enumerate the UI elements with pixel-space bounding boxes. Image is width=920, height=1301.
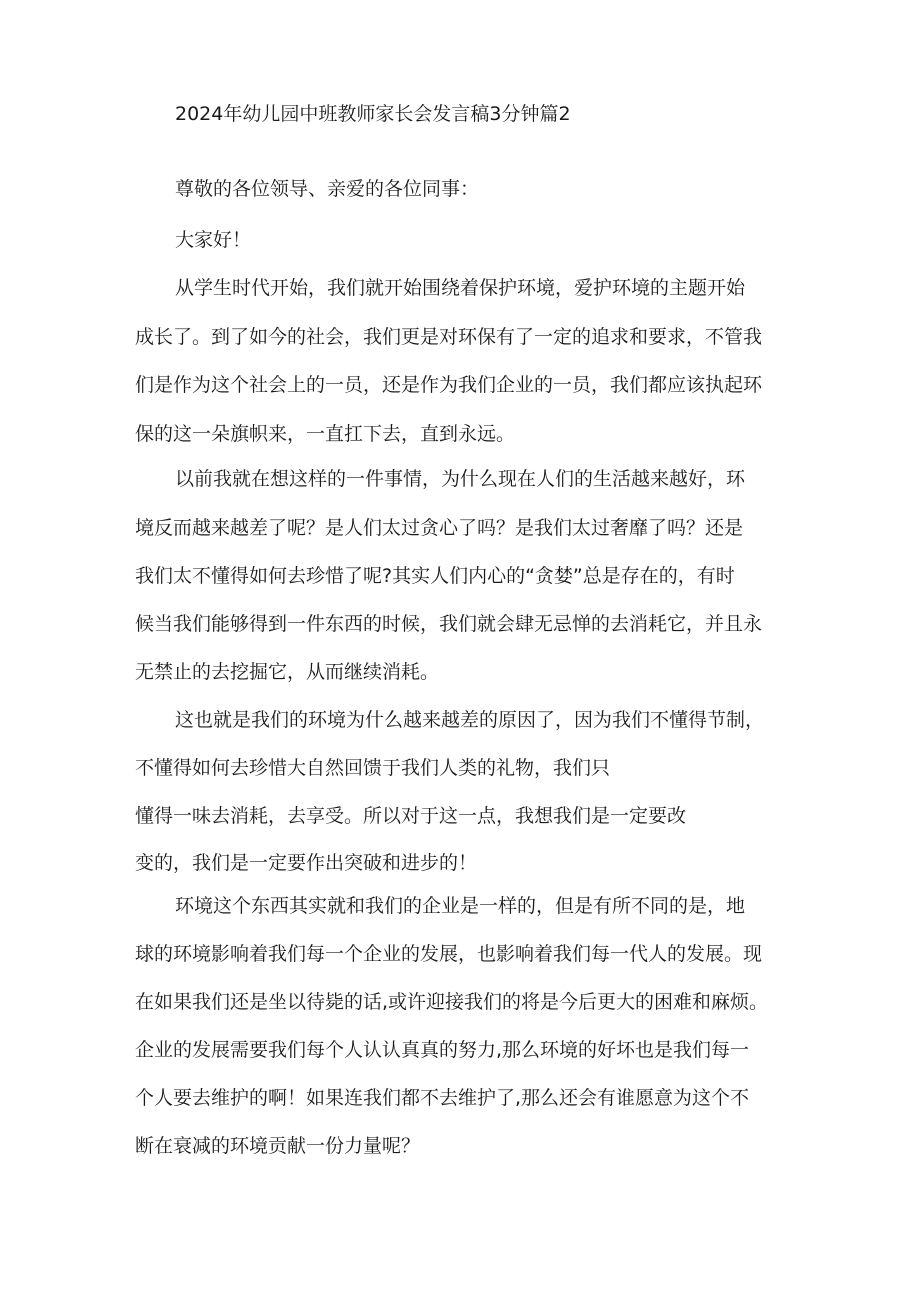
- paragraph-4-line-4: 企业的发展需要我们每个人认认真真的努力,那么环境的好坏也是我们每一: [135, 1039, 750, 1061]
- paragraph-3-line-4: 变的，我们是一定要作出突破和进步的！: [135, 852, 478, 874]
- paragraph-2-line-4: 候当我们能够得到一件东西的时候，我们就会肆无忌惮的去消耗它，并且永: [135, 613, 763, 635]
- paragraph-2-line-5: 无禁止的去挖掘它，从而继续消耗。: [135, 661, 440, 683]
- paragraph-2-line-1: 以前我就在想这样的一件事情，为什么现在人们的生活越来越好，环: [175, 468, 746, 490]
- paragraph-3-line-1: 这也就是我们的环境为什么越来越差的原因了，因为我们不懂得节制，: [175, 709, 765, 731]
- paragraph-4-line-6: 断在衰减的环境贡献一份力量呢？: [135, 1135, 421, 1157]
- greeting-line: 尊敬的各位领导、亲爱的各位同事：: [175, 178, 480, 200]
- paragraph-2-line-2: 境反而越来越差了呢？是人们太过贪心了吗？是我们太过奢靡了吗？还是: [135, 517, 744, 539]
- paragraph-3-line-3: 懂得一味去消耗，去享受。所以对于这一点，我想我们是一定要改: [135, 805, 687, 827]
- paragraph-3-line-2: 不懂得如何去珍惜大自然回馈于我们人类的礼物，我们只: [135, 757, 611, 779]
- paragraph-1-line-3: 们是作为这个社会上的一员，还是作为我们企业的一员，我们都应该执起环: [135, 374, 763, 396]
- paragraph-2-line-3: 我们太不懂得如何去珍惜了呢?其实人们内心的“贪婪”总是存在的，有时: [135, 565, 735, 587]
- paragraph-4-line-2: 球的环境影响着我们每一个企业的发展，也影响着我们每一代人的发展。现: [135, 943, 763, 965]
- paragraph-1-line-1: 从学生时代开始，我们就开始围绕着保护环境，爱护环境的主题开始: [175, 277, 746, 299]
- paragraph-4-line-3: 在如果我们还是坐以待毙的话,或许迎接我们的将是今后更大的困难和麻烦。: [135, 991, 769, 1013]
- document-title: 2024年幼儿园中班教师家长会发言稿3分钟篇2: [175, 103, 571, 125]
- paragraph-1-line-4: 保的这一朵旗帜来，一直扛下去，直到永远。: [135, 423, 516, 445]
- paragraph-4-line-1: 环境这个东西其实就和我们的企业是一样的，但是有所不同的是，地: [175, 895, 746, 917]
- salutation-line: 大家好！: [175, 229, 252, 251]
- paragraph-4-line-5: 个人要去维护的啊！如果连我们都不去维护了,那么还会有谁愿意为这个不: [135, 1087, 750, 1109]
- paragraph-1-line-2: 成长了。到了如今的社会，我们更是对环保有了一定的追求和要求，不管我: [135, 326, 763, 348]
